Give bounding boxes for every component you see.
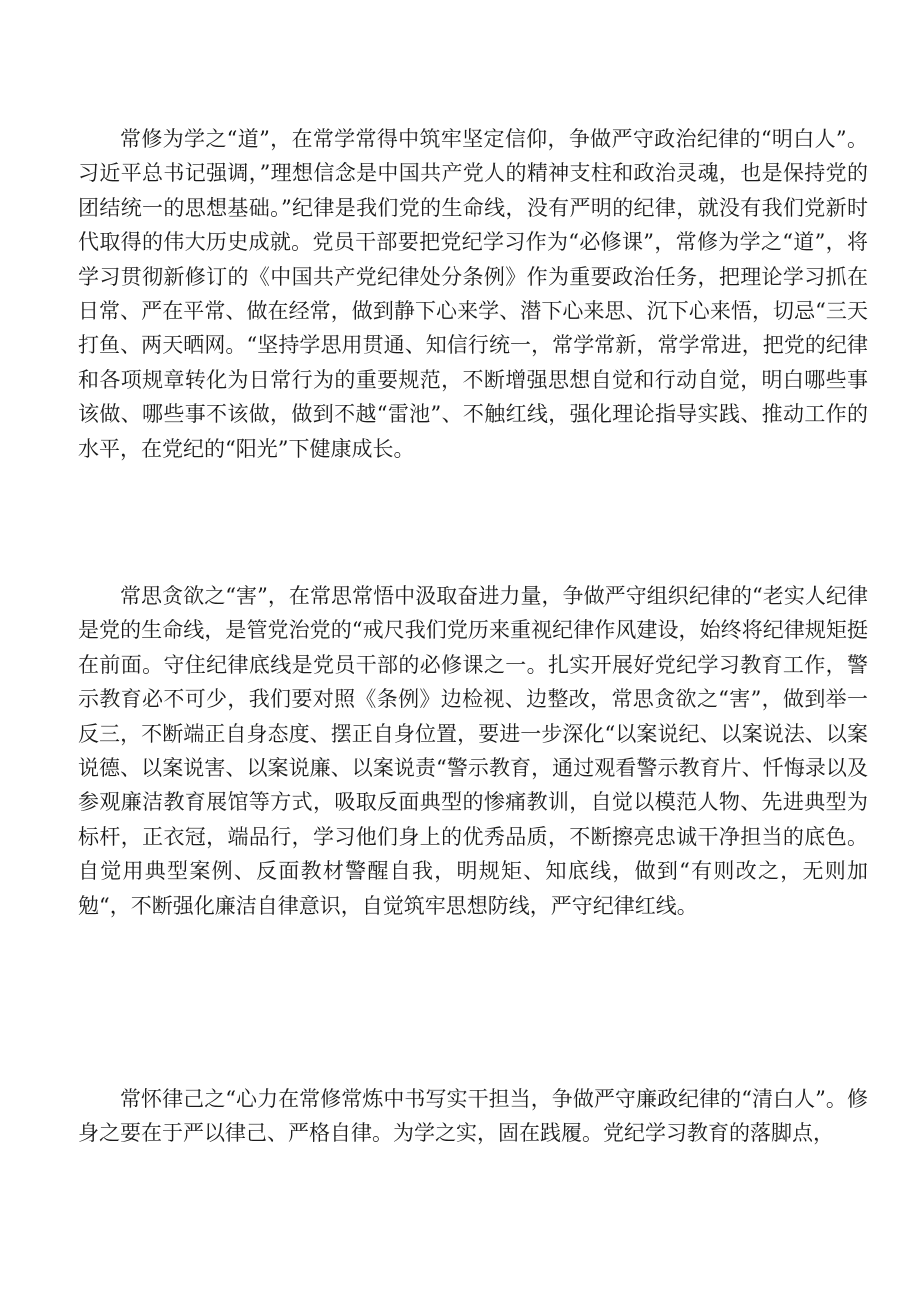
paragraph-integrity-discipline: 常怀律己之“心力在常修常炼中书写实干担当，争做严守廉政纪律的“清白人”。修身之要在于严以律己、严格自律。为学之实，固在践履。党纪学习教育的落脚点， [78, 1087, 868, 1146]
paragraph-political-discipline: 常修为学之“道”，在常学常得中筑牢坚定信仰，争做严守政治纪律的“明白人”。习近平总书记强调，”理想信念是中国共产党人的精神支柱和政治灵魂，也是保持党的团结统一的思想基础。”纪律是我们党的生命线，没有严明的纪律，就没有我们党新时代取得的伟大历史成就。党员干部要把党纪学习作为“必修课”，常修为学之“道”，将学习贯彻新修订的《中国共产党纪律处分条例》作为重要政治任务，把理论学习抓在日常、严在平常、做在经常，做到静下心来学、潜下心来思、沉下心来悟，切忌“三天打鱼、两天晒网。“坚持学思用贯通、知信行统一，常学常新，常学常进，把党的纪律和各项规章转化为日常行为的重要规范，不断增强思想自觉和行动自觉，明白哪些事该做、哪些事不该做，做到不越“雷池”、不触红线，强化理论指导实践、推动工作的水平，在党纪的“阳光”下健康成长。 [78, 127, 868, 461]
paragraph-organizational-discipline: 常思贪欲之“害”，在常思常悟中汲取奋进力量，争做严守组织纪律的“老实人纪律是党的生命线，是管党治党的“戒尺我们党历来重视纪律作风建设，始终将纪律规矩挺在前面。守住纪律底线是党员干部的必修课之一。扎实开展好党纪学习教育工作，警示教育必不可少，我们要对照《条例》边检视、边整改，常思贪欲之“害”，做到举一反三，不断端正自身态度、摆正自身位置，要进一步深化“以案说纪、以案说法、以案说德、以案说害、以案说廉、以案说责“警示教育，通过观看警示教育片、忏悔录以及参观廉洁教育展馆等方式，吸取反面典型的惨痛教训，自觉以模范人物、先进典型为标杆，正衣冠，端品行，学习他们身上的优秀品质，不断擦亮忠诚干净担当的底色。自觉用典型案例、反面教材警醒自我，明规矩、知底线，做到“有则改之，无则加勉“，不断强化廉洁自律意识，自觉筑牢思想防线，严守纪律红线。 [78, 584, 868, 918]
